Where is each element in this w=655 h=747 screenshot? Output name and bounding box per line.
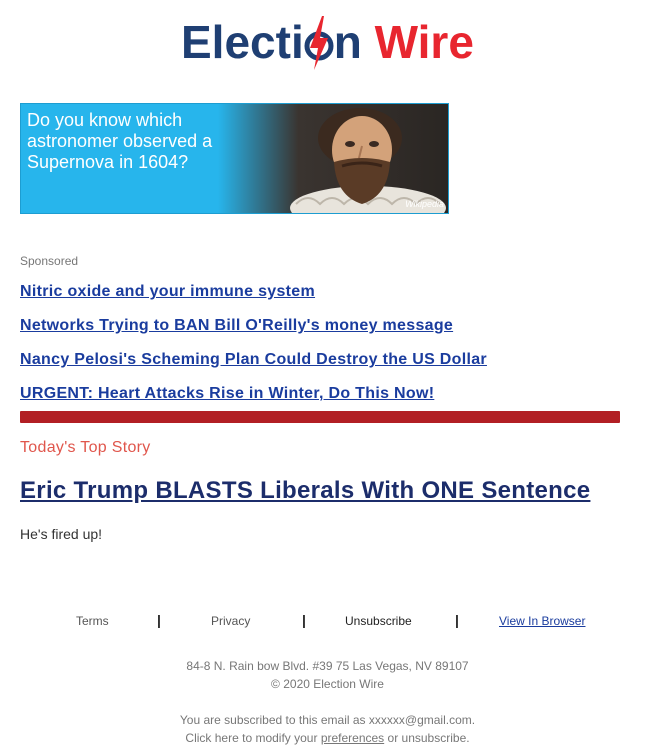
modify-preferences-line [0,731,655,745]
copyright-notice: © 2020 Election Wire [271,677,384,691]
modify-prefix-text: Click here to modify your [185,731,318,745]
unsubscribe-link[interactable]: Unsubscribe [345,614,412,628]
sponsored-link-pelosi-dollar[interactable]: Nancy Pelosi's Scheming Plan Could Destroy the US Dollar [20,351,487,368]
sponsored-link-nitric-oxide[interactable]: Nitric oxide and your immune system [20,283,316,300]
logo-text-part1: Electi [181,16,304,68]
logo-text-part3: Wire [374,16,474,68]
view-in-browser-link[interactable]: View In Browser [499,614,586,628]
subscription-notice: You are subscribed to this email as xxxxxx@gmail.com. [179,713,476,727]
top-story-label: Today's Top Story [20,439,151,456]
logo-text-part2: n [333,16,362,68]
footer-separator: | [157,612,161,628]
astronomer-portrait-image [218,104,448,214]
top-story-headline[interactable]: Eric Trump BLASTS Liberals With ONE Sentence [20,477,591,504]
terms-link[interactable]: Terms [76,614,109,628]
sponsored-link-heart-attacks[interactable]: URGENT: Heart Attacks Rise in Winter, Do This Now! [20,385,435,402]
lightning-bolt-icon [304,12,334,72]
modify-suffix-text: or unsubscribe. [387,731,470,745]
footer-separator: | [455,612,459,628]
company-address: 84-8 N. Rain bow Blvd. #39 75 Las Vegas, NV 89107 [186,659,469,673]
top-story-summary: He's fired up! [20,526,103,542]
election-wire-logo[interactable] [181,12,477,72]
sponsored-link-networks-ban[interactable]: Networks Trying to BAN Bill O'Reilly's money message [20,317,454,334]
footer-separator: | [302,612,306,628]
preferences-link[interactable]: preferences [320,731,385,745]
ad-question-text: Do you know which astronomer observed a Supernova in 1604? [27,110,213,172]
ad-image-credit: Wikipedia [405,199,444,209]
sponsored-label: Sponsored [20,254,79,268]
astronomer-ad-banner[interactable] [20,103,449,214]
privacy-link[interactable]: Privacy [211,614,251,628]
section-divider-bar [20,411,620,423]
